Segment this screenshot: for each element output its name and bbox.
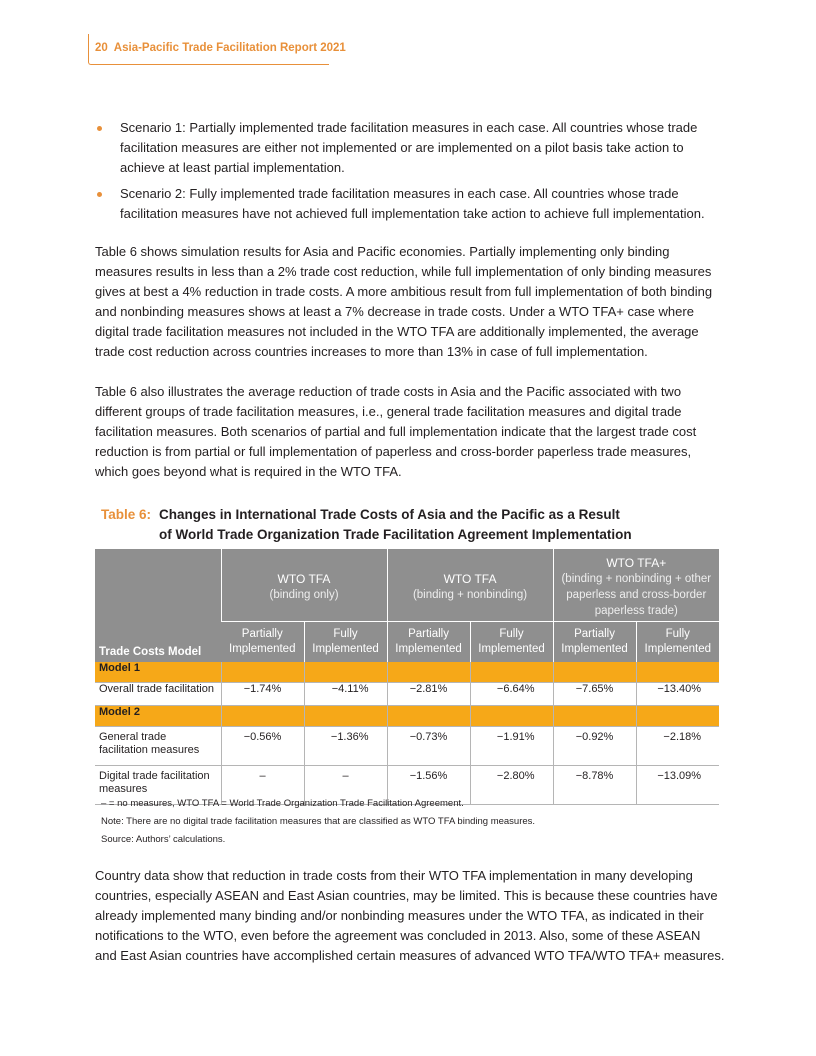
- table-title-line-1: Changes in International Trade Costs of Asia and the Pacific as a Result: [159, 507, 620, 522]
- table-cell: −7.65%: [553, 683, 636, 706]
- table-cell: –: [221, 766, 304, 805]
- row-name: Overall trade facilitation: [95, 683, 221, 706]
- table-cell: −13.09%: [636, 766, 719, 805]
- group-header: [387, 549, 553, 622]
- table-title-line-2: of World Trade Organization Trade Facilitation Agreement Implementation: [159, 527, 632, 542]
- table-cell: −13.40%: [636, 683, 719, 706]
- bullet-icon: [97, 126, 102, 131]
- trade-costs-table: [95, 549, 719, 805]
- table-cell: −0.56%: [221, 727, 304, 766]
- column-header: Partially Implemented: [553, 622, 636, 663]
- note-source: Source: Authors’ calculations.: [101, 834, 226, 845]
- group-subtitle: (binding + nonbinding + other paperless and cross-border paperless trade): [561, 573, 712, 617]
- column-header: Partially Implemented: [387, 622, 470, 663]
- column-header: Fully Implemented: [304, 622, 387, 663]
- bullet-text: Scenario 2: Fully implemented trade facilitation measures in each case. All countries whose trade facilitation measures have not achieved full implementation take action to achieve full implementation.: [120, 186, 705, 221]
- paragraph-2: Table 6 also illustrates the average reduction of trade costs in Asia and the Pacific associated with two different groups of trade facilitation measures, i.e., general trade facilitation measures and digital trade facilitation measures. Both scenarios of partial and full implementation indicate that the largest trade cost reduction is from partial or full implementation of paperless and cross-border paperless trade measures, which goes beyond what is required in the WTO TFA.: [95, 384, 697, 479]
- group-header: [553, 549, 719, 622]
- header-text: [95, 42, 346, 54]
- table-cell: −1.91%: [470, 727, 553, 766]
- paragraph-3: Country data show that reduction in trade costs from their WTO TFA implementation in many developing countries, especially ASEAN and East Asian countries, may be limited. This is because these countries have already implemented many binding and/or nonbinding measures under the WTO TFA, as indicated in their notifications to the WTO, even before the agreement was concluded in 2013. Also, some of these ASEAN and East Asian countries have accomplished certain measures of advanced WTO TFA/WTO TFA+ measures.: [95, 868, 725, 963]
- table-cell: −1.74%: [221, 683, 304, 706]
- report-title: Asia-Pacific Trade Facilitation Report 2021: [113, 42, 346, 54]
- row-name: Digital trade facilitation measures: [95, 766, 221, 805]
- group-subtitle: (binding + nonbinding): [412, 589, 528, 601]
- model-label: Model 1: [95, 662, 221, 683]
- bullet-text: Scenario 1: Partially implemented trade facilitation measures in each case. All countries whose trade facilitation measures are either not implemented or are implemented on a pilot basis take action to achieve at least partial implementation.: [120, 120, 698, 175]
- table-cell: −2.80%: [470, 766, 553, 805]
- bullet-icon: [97, 192, 102, 197]
- table-cell: −2.18%: [636, 727, 719, 766]
- paragraph-1: Table 6 shows simulation results for Asia and Pacific economies. Partially implementing only binding measures results in less than a 2% trade cost reduction, while full implementation of only binding measures gives at best a 4% reduction in trade costs. A more ambitious result from full implementation of both binding and nonbinding measures shows at least a 7% decrease in trade costs. Under a WTO TFA+ case where digital trade facilitation measures not included in the WTO TFA are additionally implemented, the average trade cost reduction across countries increases to more than 13% in case of full implementation.: [95, 244, 713, 359]
- scenario-list: [95, 118, 725, 230]
- group-header: [221, 549, 387, 622]
- column-header-model: Trade Costs Model: [95, 549, 221, 662]
- page-header: [88, 34, 346, 65]
- table-row: [95, 683, 719, 706]
- column-header: Fully Implemented: [636, 622, 719, 663]
- model-row: [95, 706, 719, 727]
- note-text: Note: There are no digital trade facilitation measures that are classified as WTO TFA binding measures.: [101, 816, 536, 827]
- list-item: [95, 184, 725, 224]
- table-cell: −0.73%: [387, 727, 470, 766]
- group-name: WTO TFA: [277, 572, 331, 586]
- table-cell: −8.78%: [553, 766, 636, 805]
- table-notes: [101, 795, 535, 849]
- group-name: WTO TFA+: [606, 556, 667, 570]
- table-cell: −1.36%: [304, 727, 387, 766]
- row-name: General trade facilitation measures: [95, 727, 221, 766]
- table-cell: –: [304, 766, 387, 805]
- page-number: 20: [95, 42, 108, 54]
- table-cell: −2.81%: [387, 683, 470, 706]
- table-label: Table 6:: [101, 507, 152, 522]
- table-cell: −6.64%: [470, 683, 553, 706]
- column-header: Fully Implemented: [470, 622, 553, 663]
- table-row: [95, 727, 719, 766]
- table-cell: −0.92%: [553, 727, 636, 766]
- group-subtitle: (binding only): [269, 589, 339, 601]
- table-cell: −4.11%: [304, 683, 387, 706]
- model-label: Model 2: [95, 706, 221, 727]
- group-name: WTO TFA: [443, 572, 497, 586]
- list-item: [95, 118, 725, 178]
- table-cell: −1.56%: [387, 766, 470, 805]
- column-header: Partially Implemented: [221, 622, 304, 663]
- note-abbreviations: – = no measures, WTO TFA = World Trade Organization Trade Facilitation Agreement.: [101, 798, 464, 809]
- model-row: [95, 662, 719, 683]
